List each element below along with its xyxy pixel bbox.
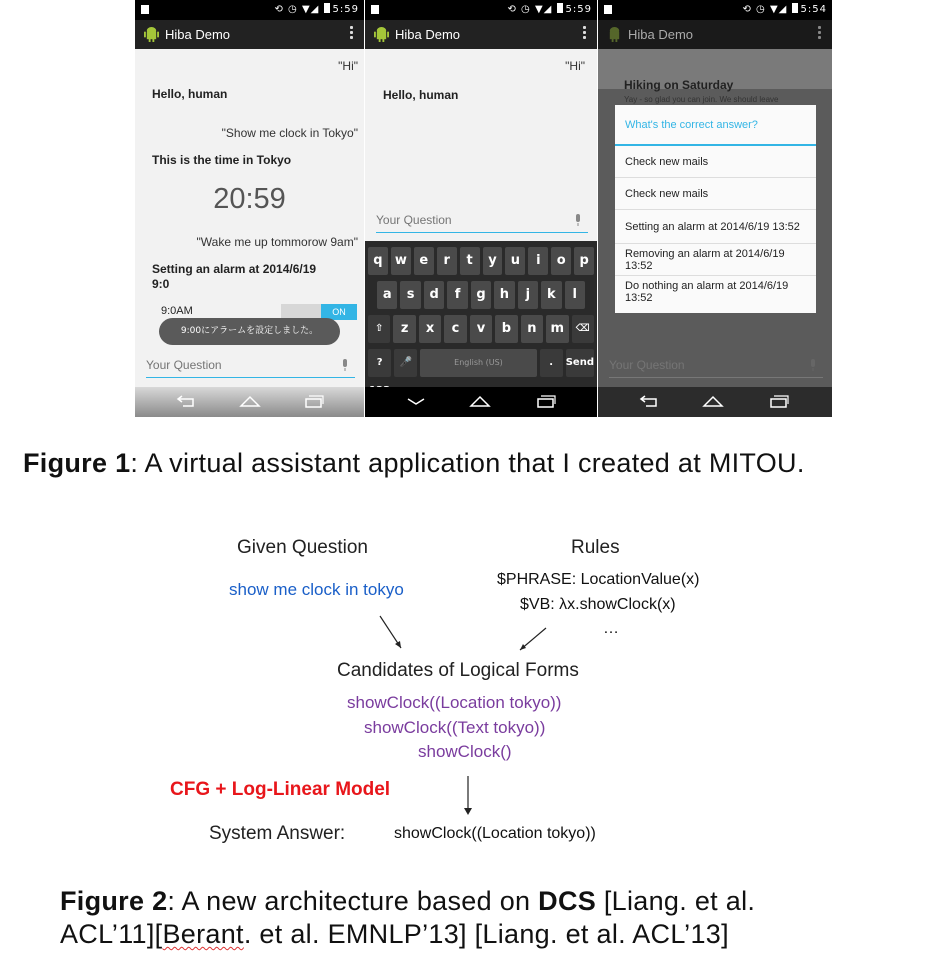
question-input[interactable] xyxy=(609,354,791,372)
rule-phrase: $PHRASE: LocationValue(x) xyxy=(497,571,700,588)
keyboard-row-1 xyxy=(368,247,594,275)
user-message: "Hi" xyxy=(338,59,358,73)
flow-arrows xyxy=(370,612,560,654)
key[interactable]: q xyxy=(368,247,388,275)
key[interactable]: i xyxy=(528,247,548,275)
question-text: show me clock in tokyo xyxy=(229,580,404,599)
back-icon[interactable] xyxy=(175,394,197,408)
question-field[interactable] xyxy=(146,354,355,378)
model-label: CFG + Log-Linear Model xyxy=(170,779,391,800)
question-field[interactable] xyxy=(376,209,588,233)
action-bar xyxy=(598,20,832,49)
status-time: 5:59 xyxy=(332,4,359,15)
microphone-key[interactable]: 🎤 xyxy=(394,349,417,377)
key[interactable]: n xyxy=(521,315,543,343)
bot-message: This is the time in Tokyo xyxy=(152,153,292,167)
key[interactable]: o xyxy=(551,247,571,275)
battery-icon xyxy=(324,3,330,13)
caption-label: Figure 2 xyxy=(60,886,168,916)
dialog-option[interactable]: Check new mails xyxy=(615,146,816,178)
answer-dialog xyxy=(615,105,816,313)
key[interactable]: w xyxy=(391,247,411,275)
key[interactable]: l xyxy=(565,281,585,309)
caption-citation: ACL’11][ xyxy=(60,919,163,949)
notification-title: Hiking on Saturday xyxy=(624,78,734,92)
notification-icon xyxy=(141,5,149,14)
recent-apps-icon[interactable] xyxy=(535,394,557,408)
key[interactable]: b xyxy=(495,315,517,343)
candidate-form: showClock((Location tokyo)) xyxy=(347,693,562,712)
question-input[interactable] xyxy=(146,354,324,372)
navigation-bar xyxy=(135,387,364,417)
toast-message: 9:00にアラームを設定しました。 xyxy=(159,318,340,345)
status-bar xyxy=(598,0,832,20)
microphone-icon[interactable] xyxy=(574,214,582,227)
key[interactable]: h xyxy=(494,281,514,309)
rule-vb: $VB: λx.showClock(x) xyxy=(520,596,676,613)
bot-message: Hello, human xyxy=(383,88,459,102)
dialog-title: What's the correct answer? xyxy=(615,105,816,146)
arrow-rules-to-candidates xyxy=(520,628,546,650)
backspace-key[interactable]: ⌫ xyxy=(572,315,594,343)
caption-citation: [Liang. et al. xyxy=(596,886,756,916)
shift-key[interactable]: ⇧ xyxy=(368,315,390,343)
status-icons: ⟲ ◷ ▼◢ 5:59 xyxy=(507,4,592,15)
key[interactable]: a xyxy=(377,281,397,309)
caption-citation-author: Berant xyxy=(162,919,244,949)
caption-text: : A virtual assistant application that I created at MITOU. xyxy=(130,448,805,478)
action-bar xyxy=(135,20,364,49)
key[interactable]: k xyxy=(541,281,561,309)
figure-1-caption xyxy=(23,448,805,479)
action-bar xyxy=(365,20,597,49)
notification-subtitle: Yay - so glad you can join. We should leave xyxy=(624,95,779,104)
status-bar xyxy=(135,0,364,20)
alarm-time: 9:0AM xyxy=(161,305,193,317)
dialog-option[interactable]: Check new mails xyxy=(615,178,816,210)
status-icons: ⟲ ◷ ▼◢ 5:54 xyxy=(742,4,827,15)
question-input[interactable] xyxy=(376,209,556,227)
answer-text: showClock((Location tokyo)) xyxy=(394,825,596,842)
recent-apps-icon[interactable] xyxy=(303,394,325,408)
home-icon[interactable] xyxy=(469,394,491,408)
home-icon[interactable] xyxy=(239,394,261,408)
background-notification xyxy=(598,49,832,104)
android-icon xyxy=(374,26,389,43)
microphone-icon[interactable] xyxy=(341,359,349,372)
keyboard-row-2 xyxy=(377,281,585,309)
phone-screen-keyboard xyxy=(365,0,597,417)
bot-message: Setting an alarm at 2014/6/19 xyxy=(152,262,317,276)
navigation-bar xyxy=(365,387,597,417)
user-message: "Wake me up tommorow 9am" xyxy=(196,235,358,249)
key[interactable]: e xyxy=(414,247,434,275)
caption-label: Figure 1 xyxy=(23,448,131,478)
overflow-menu-icon[interactable] xyxy=(350,26,354,42)
back-icon[interactable] xyxy=(638,394,660,408)
key[interactable]: s xyxy=(400,281,420,309)
phone-screen-conversation xyxy=(135,0,364,417)
phone-screen-dialog xyxy=(598,0,832,417)
given-question-label: Given Question xyxy=(237,537,368,558)
period-key[interactable]: . xyxy=(540,349,563,377)
dialog-option[interactable]: Setting an alarm at 2014/6/19 13:52 xyxy=(615,210,816,244)
battery-icon xyxy=(792,3,798,13)
key[interactable]: d xyxy=(424,281,444,309)
android-icon xyxy=(144,26,159,43)
bot-message: Hello, human xyxy=(152,87,228,101)
navigation-bar xyxy=(598,387,832,417)
key[interactable]: g xyxy=(471,281,491,309)
dialog-option[interactable]: Removing an alarm at 2014/6/19 13:52 xyxy=(615,244,816,276)
notification-icon xyxy=(604,5,612,14)
send-key[interactable]: Send xyxy=(566,349,594,377)
rule-ellipsis: … xyxy=(603,620,619,637)
status-bar xyxy=(365,0,597,20)
app-title: Hiba Demo xyxy=(395,27,461,42)
app-title: Hiba Demo xyxy=(628,27,694,42)
key[interactable]: c xyxy=(444,315,466,343)
candidate-form: showClock((Text tokyo)) xyxy=(364,718,546,737)
status-time: 5:54 xyxy=(800,4,827,15)
user-message: "Show me clock in Tokyo" xyxy=(221,126,358,140)
status-time: 5:59 xyxy=(565,4,592,15)
key[interactable]: f xyxy=(447,281,467,309)
bot-message: 9:0 xyxy=(152,277,170,291)
caption-bold-term: DCS xyxy=(538,886,597,916)
key[interactable]: v xyxy=(470,315,492,343)
key[interactable]: m xyxy=(546,315,568,343)
key[interactable]: y xyxy=(483,247,503,275)
key[interactable]: z xyxy=(393,315,415,343)
user-message: "Hi" xyxy=(565,59,585,73)
caption-citation: . et al. EMNLP’13] [Liang. et al. ACL’13] xyxy=(243,919,729,949)
status-icons: ⟲ ◷ ▼◢ 5:59 xyxy=(274,4,359,15)
toggle-on-label: ON xyxy=(321,304,357,320)
android-icon xyxy=(607,26,622,43)
question-field[interactable] xyxy=(609,354,823,378)
home-icon[interactable] xyxy=(702,394,724,408)
key[interactable]: u xyxy=(505,247,525,275)
app-title: Hiba Demo xyxy=(165,27,231,42)
answer-label: System Answer: xyxy=(209,823,346,844)
battery-icon xyxy=(557,3,563,13)
caption-text: : A new architecture based on xyxy=(167,886,539,916)
arrow-model-to-answer xyxy=(462,774,474,816)
key[interactable]: r xyxy=(437,247,457,275)
soft-keyboard xyxy=(365,241,597,387)
key[interactable]: p xyxy=(574,247,594,275)
hide-keyboard-icon[interactable] xyxy=(405,394,427,408)
overflow-menu-icon[interactable] xyxy=(583,26,587,42)
figure-2-caption xyxy=(60,885,900,951)
key[interactable]: t xyxy=(460,247,480,275)
dialog-option[interactable]: Do nothing an alarm at 2014/6/19 13:52 xyxy=(625,280,789,304)
candidate-form: showClock() xyxy=(418,742,512,761)
overflow-menu-icon[interactable] xyxy=(818,26,822,42)
microphone-icon[interactable] xyxy=(809,359,817,372)
clock-display: 20:59 xyxy=(213,183,286,215)
key[interactable]: j xyxy=(518,281,538,309)
rules-label: Rules xyxy=(571,537,620,558)
arrow-question-to-candidates xyxy=(380,616,401,648)
keyboard-row-3 xyxy=(368,315,594,343)
key[interactable]: x xyxy=(419,315,441,343)
space-key[interactable]: English (US) xyxy=(420,349,536,377)
keyboard-row-4 xyxy=(368,349,594,377)
candidates-label: Candidates of Logical Forms xyxy=(337,660,579,681)
symbols-key[interactable]: ? xyxy=(368,349,391,377)
recent-apps-icon[interactable] xyxy=(768,394,790,408)
notification-icon xyxy=(371,5,379,14)
